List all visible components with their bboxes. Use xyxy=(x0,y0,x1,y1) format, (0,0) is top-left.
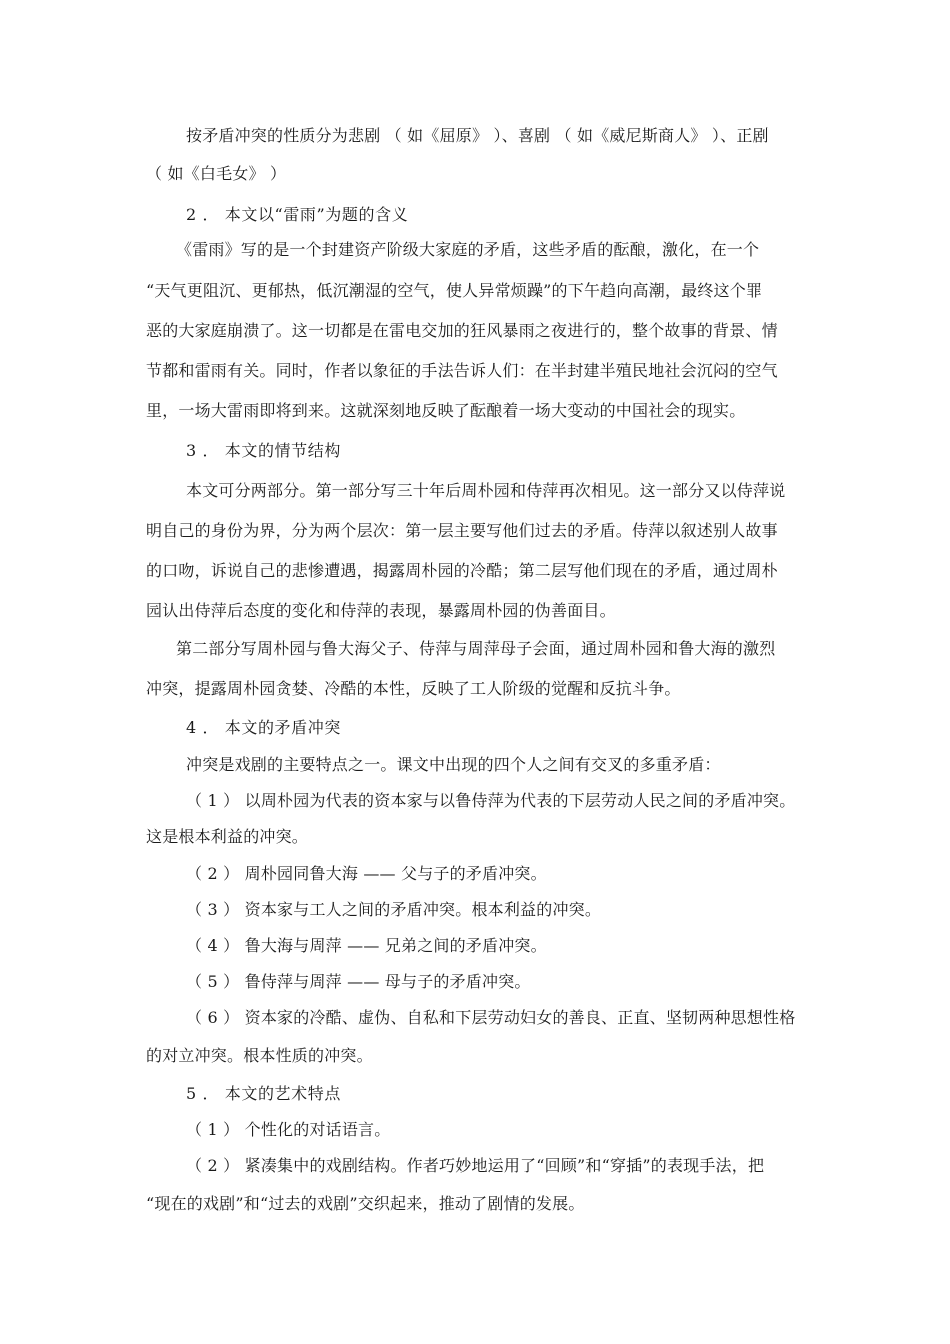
list-item: （ 4 ） 鲁大海与周萍 —— 兄弟之间的矛盾冲突。 xyxy=(186,936,547,955)
paragraph-line: （ 如《白毛女》 ） xyxy=(146,164,287,183)
list-item: （ 1 ） 以周朴园为代表的资本家与以鲁侍萍为代表的下层劳动人民之间的矛盾冲突。 xyxy=(186,791,796,810)
section-heading: 4 ． 本文的矛盾冲突 xyxy=(186,718,341,737)
paragraph-line: 节都和雷雨有关。同时，作者以象征的手法告诉人们：在半封建半殖民地社会沉闷的空气 xyxy=(146,361,778,380)
paragraph-line: 冲突，提露周朴园贪婪、冷酷的本性，反映了工人阶级的觉醒和反抗斗争。 xyxy=(146,679,681,698)
paragraph-line: 的口吻，诉说自己的悲惨遭遇，揭露周朴园的冷酷；第二层写他们现在的矛盾，通过周朴 xyxy=(146,561,778,580)
paragraph-line: 这是根本利益的冲突。 xyxy=(146,827,309,846)
paragraph-line: 里，一场大雷雨即将到来。这就深刻地反映了酝酿着一场大变动的中国社会的现实。 xyxy=(146,401,746,420)
section-heading: 5 ． 本文的艺术特点 xyxy=(186,1084,341,1103)
paragraph-line: “现在的戏剧”和“过去的戏剧”交织起来，推动了剧情的发展。 xyxy=(146,1194,585,1213)
paragraph-line: 冲突是戏剧的主要特点之一。课文中出现的四个人之间有交叉的多重矛盾： xyxy=(186,755,721,774)
paragraph-line: “天气更阻沉、更郁热，低沉潮湿的空气，使人异常烦躁”的下午趋向高潮，最终这个罪 xyxy=(146,281,763,300)
paragraph-line: 园认出侍萍后态度的变化和侍萍的表现，暴露周朴园的伪善面目。 xyxy=(146,601,616,620)
list-item: （ 5 ） 鲁侍萍与周萍 —— 母与子的矛盾冲突。 xyxy=(186,972,531,991)
paragraph-line: 《雷雨》写的是一个封建资产阶级大家庭的矛盾，这些矛盾的酝酿，激化，在一个 xyxy=(176,240,760,259)
section-heading: 2 ． 本文以“雷雨”为题的含义 xyxy=(186,205,409,224)
list-item: （ 2 ） 紧凑集中的戏剧结构。作者巧妙地运用了“回顾”和“穿插”的表现手法，把 xyxy=(186,1156,765,1175)
paragraph-line: 按矛盾冲突的性质分为悲剧 （ 如《屈原》 ）、喜剧 （ 如《威尼斯商人》 ）、正剧 xyxy=(186,126,769,145)
list-item: （ 2 ） 周朴园同鲁大海 —— 父与子的矛盾冲突。 xyxy=(186,864,547,883)
paragraph-line: 明自己的身份为界，分为两个层次：第一层主要写他们过去的矛盾。侍萍以叙述别人故事 xyxy=(146,521,778,540)
section-heading: 3 ． 本文的情节结构 xyxy=(186,441,341,460)
paragraph-line: 第二部分写周朴园与鲁大海父子、侍萍与周萍母子会面，通过周朴园和鲁大海的激烈 xyxy=(176,639,776,658)
list-item: （ 3 ） 资本家与工人之间的矛盾冲突。根本利益的冲突。 xyxy=(186,900,602,919)
list-item: （ 1 ） 个性化的对话语言。 xyxy=(186,1120,391,1139)
list-item: （ 6 ） 资本家的冷酷、虚伪、自私和下层劳动妇女的善良、正直、坚韧两种思想性格 xyxy=(186,1008,796,1027)
paragraph-line: 的对立冲突。根本性质的冲突。 xyxy=(146,1046,373,1065)
paragraph-line: 恶的大家庭崩溃了。这一切都是在雷电交加的狂风暴雨之夜进行的，整个故事的背景、情 xyxy=(146,321,778,340)
paragraph-line: 本文可分两部分。第一部分写三十年后周朴园和侍萍再次相见。这一部分又以侍萍说 xyxy=(186,481,786,500)
